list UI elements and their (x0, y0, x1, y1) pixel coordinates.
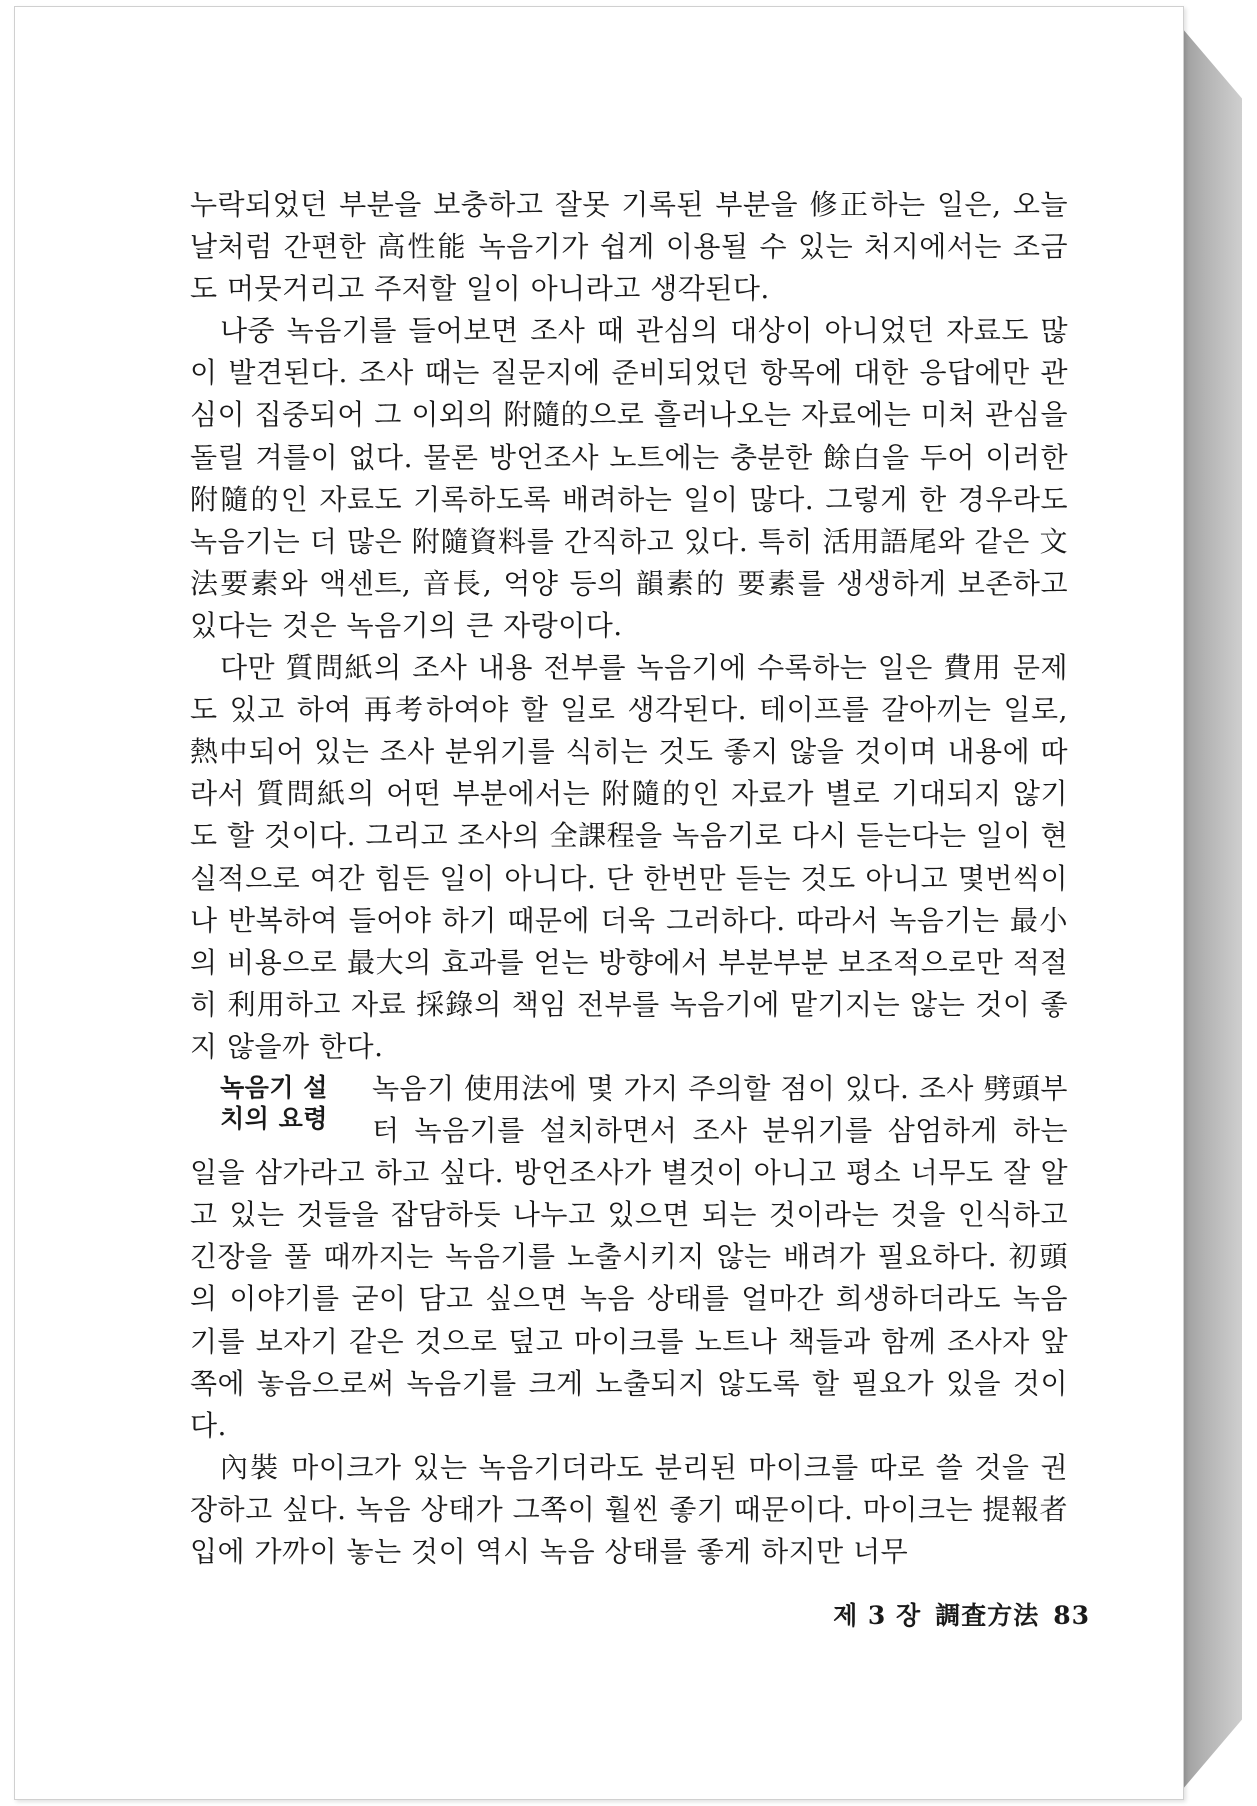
page-edge-stack (1182, 28, 1242, 1790)
page-number: 83 (1053, 1601, 1090, 1630)
paragraph: 內裝 마이크가 있는 녹음기더라도 분리된 마이크를 따로 쓸 것을 권장하고 싶다. 녹음 상태가 그쪽이 훨씬 좋기 때문이다. 마이크는 提報者 입에 가까이 놓는 것이 역시 녹음 상태를 좋게 하지만 너무 (190, 1450, 1068, 1568)
running-footer (790, 1596, 1090, 1632)
side-heading (190, 1068, 358, 1150)
section-recording-setup (190, 1068, 1068, 1447)
side-heading-line: 녹음기 설 (220, 1072, 328, 1102)
chapter-label: 제 3 장 (833, 1601, 922, 1630)
section-paragraph: 녹음기 使用法에 몇 가지 주의할 점이 있다. 조사 劈頭부터 녹음기를 설치하면서 조사 분위기를 삼엄하게 하는 일을 삼가라고 하고 싶다. 방언조사가 별것이 아니고 평소 너무도 잘 알고 있는 것들을 잡담하듯 나누고 있으면 되는 것이라는 것을 인식하고 긴장을 풀 때까지는 녹음기를 노출시키지 않는 배려가 필요하다. 初頭의 이야기를 굳이 담고 싶으면 녹음 상태를 얼마간 희생하더라도 녹음기를 보자기 같은 것으로 덮고 마이크를 노트나 책들과 함께 조사자 앞쪽에 놓음으로써 녹음기를 크게 노출되지 않도록 할 필요가 있을 것이다. (190, 1071, 1068, 1442)
body-text (190, 184, 1068, 1573)
paragraph: 나중 녹음기를 들어보면 조사 때 관심의 대상이 아니었던 자료도 많이 발견된다. 조사 때는 질문지에 준비되었던 항목에 대한 응답에만 관심이 집중되어 그 이외의 附隨的으로 흘러나오는 자료에는 미처 관심을 돌릴 겨를이 없다. 물론 방언조사 노트에는 충분한 餘白을 두어 이러한 附隨的인 자료도 기록하도록 배려하는 일이 많다. 그렇게 한 경우라도 녹음기는 더 많은 附隨資料를 간직하고 있다. 특히 活用語尾와 같은 文法要素와 액센트, 音長, 억양 등의 韻素的 要素를 생생하게 보존하고 있다는 것은 녹음기의 큰 자랑이다. (190, 314, 1068, 642)
side-heading-line: 치의 요령 (220, 1103, 328, 1133)
chapter-title: 調査方法 (935, 1601, 1040, 1630)
paragraph: 다만 質問紙의 조사 내용 전부를 녹음기에 수록하는 일은 費用 문제도 있고 하여 再考하여야 할 일로 생각된다. 테이프를 갈아끼는 일로, 熱中되어 있는 조사 분위기를 식히는 것도 좋지 않을 것이며 내용에 따라서 質問紙의 어떤 부분에서는 附隨的인 자료가 별로 기대되지 않기도 할 것이다. 그리고 조사의 全課程을 녹음기로 다시 듣는다는 일이 현실적으로 여간 힘든 일이 아니다. 단 한번만 듣는 것도 아니고 몇번씩이나 반복하여 들어야 하기 때문에 더욱 그러하다. 따라서 녹음기는 最小의 비용으로 最大의 효과를 얻는 방향에서 부분부분 보조적으로만 적절히 利用하고 자료 採錄의 책임 전부를 녹음기에 맡기지는 않는 것이 좋지 않을까 한다. (190, 651, 1068, 1063)
paragraph-continued: 누락되었던 부분을 보충하고 잘못 기록된 부분을 修正하는 일은, 오늘날처럼 간편한 高性能 녹음기가 쉽게 이용될 수 있는 처지에서는 조금도 머뭇거리고 주저할 일이 아니라고 생각된다. (190, 188, 1068, 306)
